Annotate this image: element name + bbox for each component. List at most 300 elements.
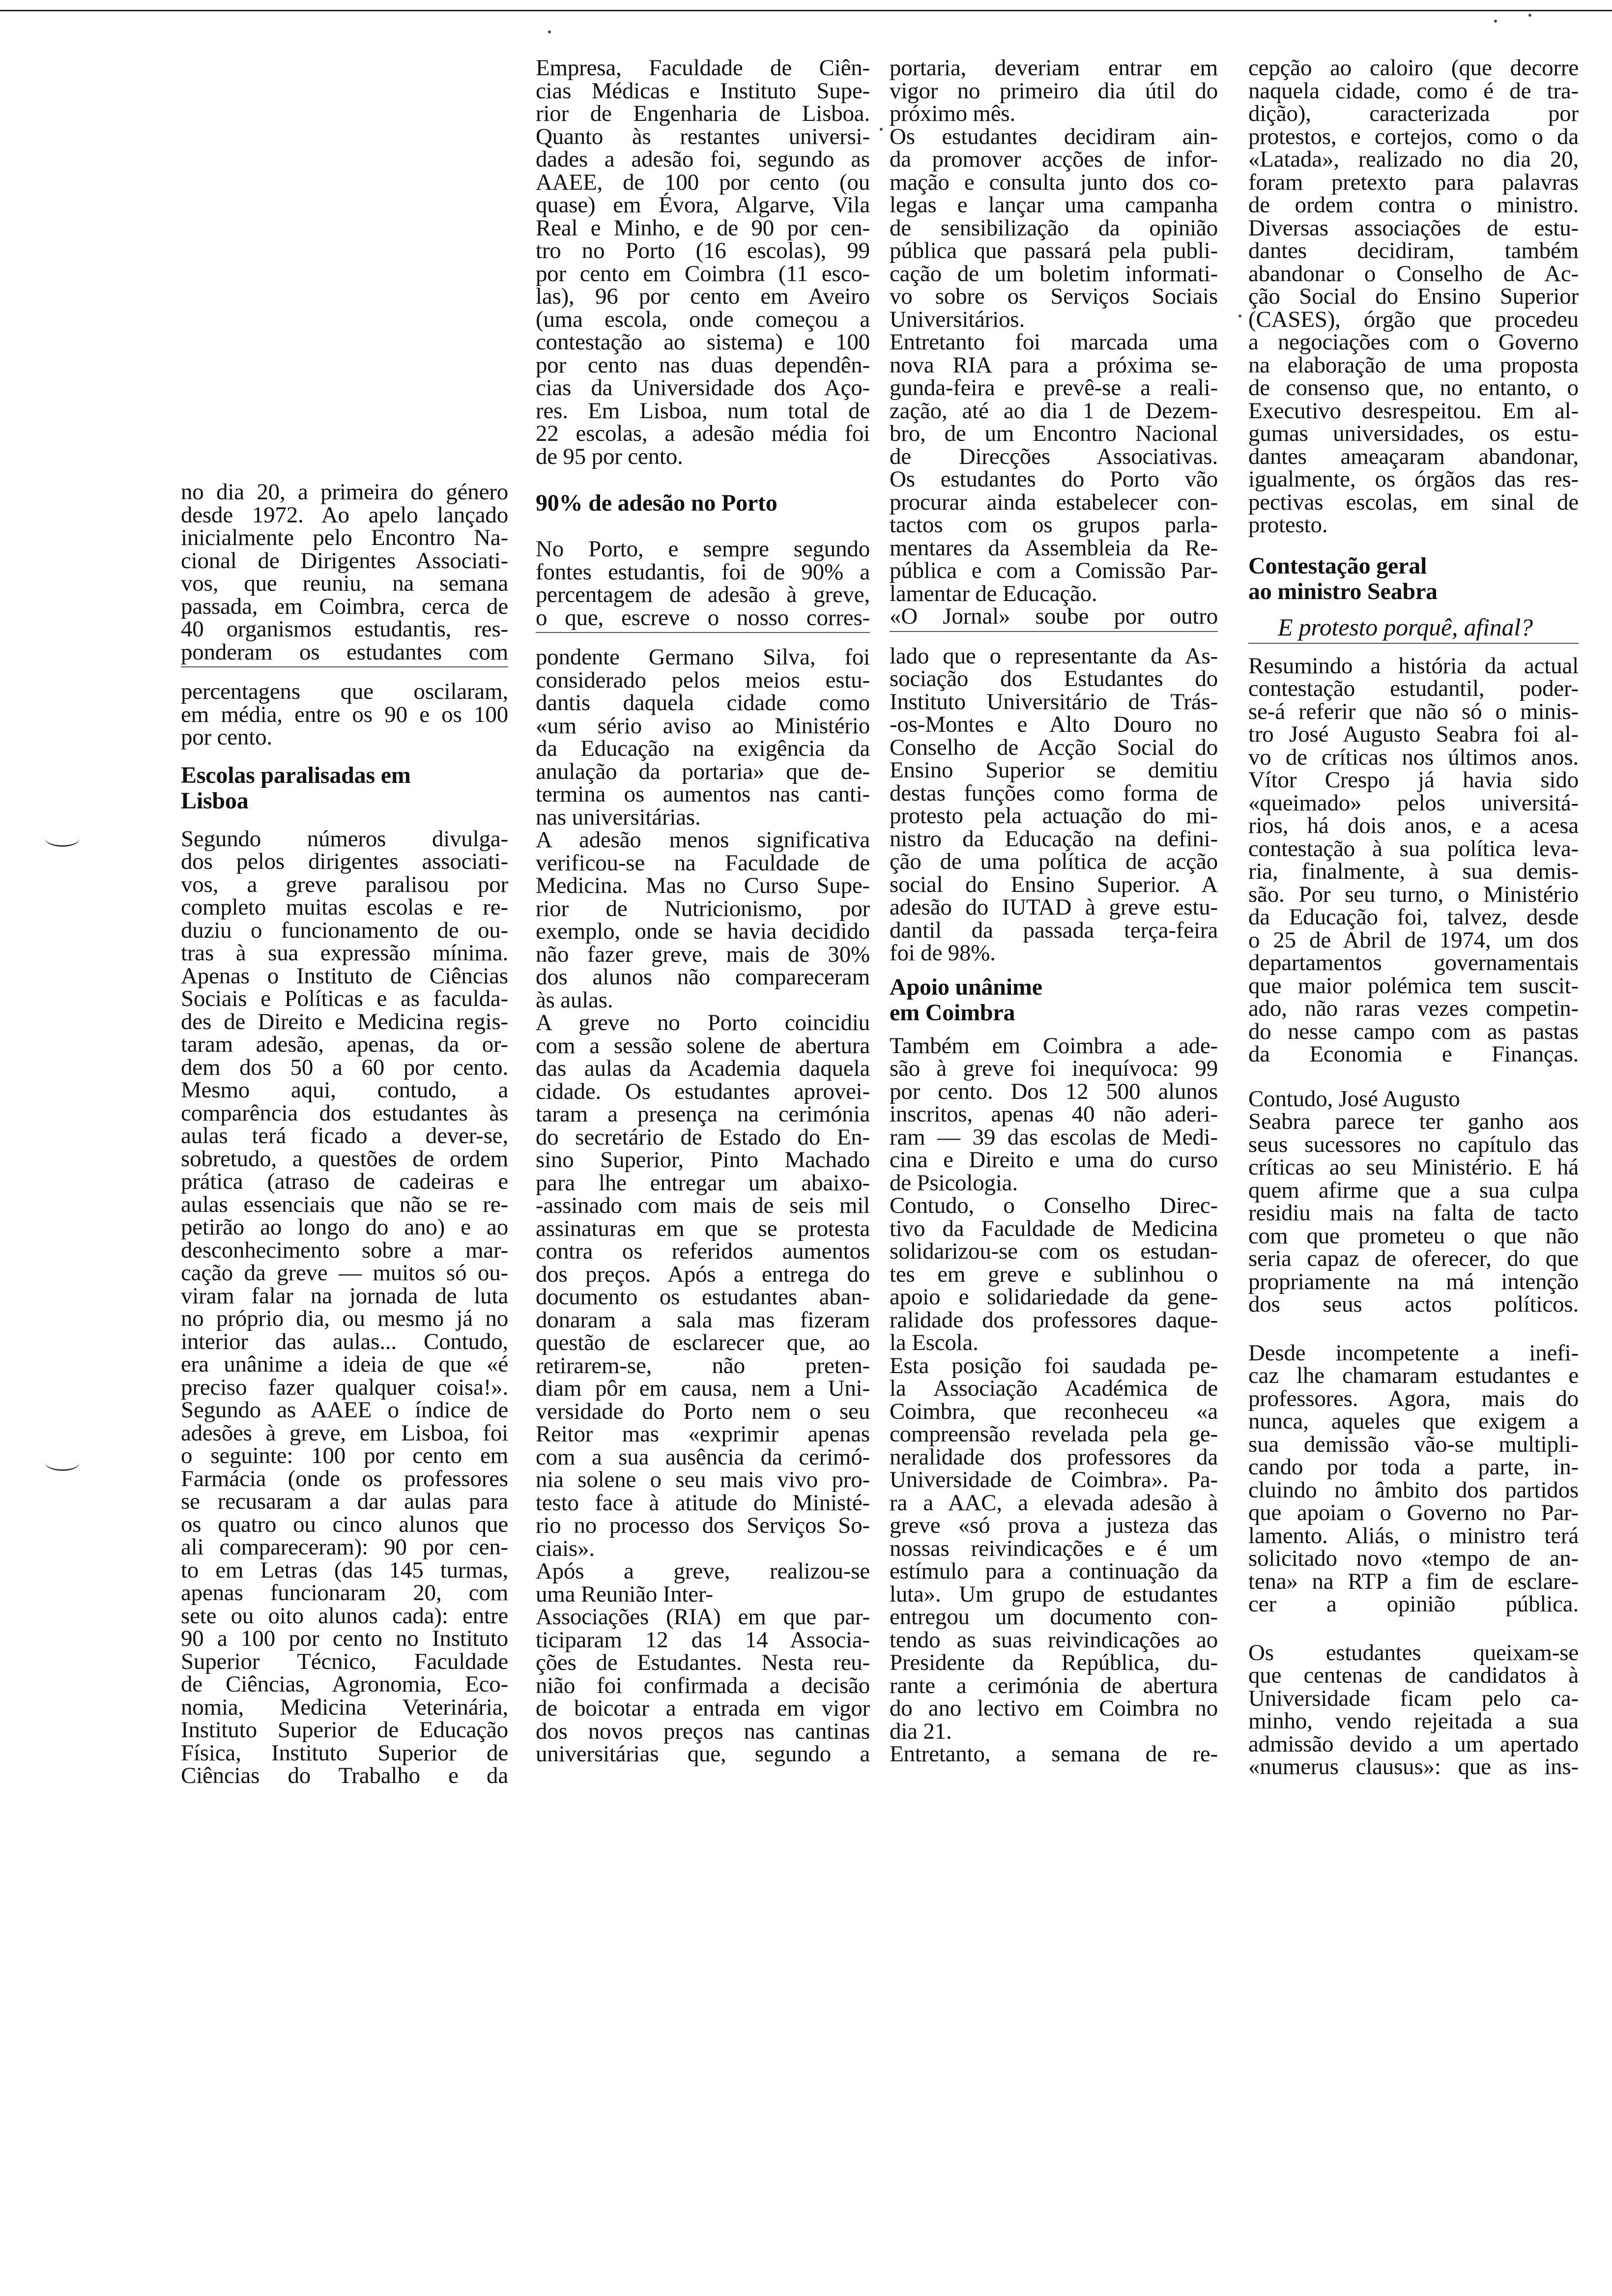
text-line: nova RIA para a próxima se- xyxy=(890,352,1218,378)
text-line: Os estudantes queixam-se xyxy=(1248,1639,1579,1665)
scan-speck xyxy=(548,30,551,33)
binding-mark-bottom xyxy=(45,1455,80,1471)
text-line: 22 escolas, a adesão média foi xyxy=(536,421,870,446)
text-line: (CASES), órgão que procedeu xyxy=(1248,306,1579,332)
text-line: ram — 39 das escolas de Medi- xyxy=(890,1124,1218,1150)
text-line: desde 1972. Ao apelo lançado xyxy=(181,502,508,528)
text-line: às aulas. xyxy=(536,987,613,1013)
text-line: críticas ao seu Ministério. E há xyxy=(1248,1154,1579,1180)
text-line: do nesse campo com as pastas xyxy=(1248,1018,1579,1044)
col4-subheading: E protesto porquê, afinal? xyxy=(1278,613,1533,641)
text-line: duziu o funcionamento de ou- xyxy=(181,917,508,943)
text-line: dos seus actos políticos. xyxy=(1248,1292,1579,1317)
text-line: percentagem de adesão à greve, xyxy=(536,582,870,607)
text-line: tactos com os grupos parla- xyxy=(890,512,1218,538)
text-line: Coimbra, que reconheceu «a xyxy=(890,1398,1218,1424)
text-line: nomia, Medicina Veterinária, xyxy=(181,1694,508,1720)
text-line: cidade. Os estudantes aprovei- xyxy=(536,1078,870,1104)
text-line: inicialmente pelo Encontro Na- xyxy=(181,525,508,550)
text-line: percentagens que oscilaram, xyxy=(181,679,508,704)
text-line: «queimado» pelos universitá- xyxy=(1248,790,1579,816)
text-line: cina e Direito e uma do curso xyxy=(890,1147,1218,1173)
col4-top xyxy=(1248,57,1579,537)
text-line: em média, entre os 90 e os 100 xyxy=(181,701,508,727)
text-line: lamentar de Educação. xyxy=(890,580,1097,606)
text-line: cluindo no âmbito dos partidos xyxy=(1248,1477,1579,1503)
text-line: greve «só prova a justeza das xyxy=(890,1513,1218,1538)
text-line: tendo as suas reivindicações ao xyxy=(890,1627,1218,1653)
scan-speck xyxy=(1528,14,1531,17)
text-line: das aulas da Academia daquela xyxy=(536,1056,870,1081)
text-line: petirão ao longo do ano) e ao xyxy=(181,1214,508,1240)
text-line: departamentos governamentais xyxy=(1248,950,1579,976)
text-line: os quatro ou cinco alunos que xyxy=(181,1511,508,1537)
text-line: ção de uma política de acção xyxy=(890,849,1218,874)
text-line: ticiparam 12 das 14 Associa- xyxy=(536,1627,870,1653)
text-line: ra a AAC, a elevada adesão à xyxy=(890,1490,1218,1516)
text-line: cional de Dirigentes Associati- xyxy=(181,547,508,574)
text-line: quase) em Évora, Algarve, Vila xyxy=(536,192,870,218)
text-line: pectivas escolas, em sinal de xyxy=(1248,489,1579,515)
text-line: de 95 por cento. xyxy=(536,443,683,469)
text-line: Ensino Superior se demitiu xyxy=(890,757,1218,783)
text-line: res. Em Lisboa, num total de xyxy=(536,398,870,424)
text-line: Também em Coimbra a ade- xyxy=(890,1033,1218,1059)
text-line: pondente Germano Silva, foi xyxy=(536,644,870,670)
text-line: que centenas de candidatos à xyxy=(1248,1663,1579,1688)
text-line: testo face à atitude do Ministé- xyxy=(536,1490,870,1516)
text-line: Universitários. xyxy=(890,306,1025,332)
text-line: ralidade dos professores daque- xyxy=(890,1307,1218,1333)
text-line: tro no Porto (16 escolas), 99 xyxy=(536,238,870,263)
col1-heading-line2: Lisboa xyxy=(181,787,249,814)
text-line: «O Jornal» soube por outro xyxy=(890,603,1218,629)
text-line: rio no processo dos Serviços So- xyxy=(536,1513,870,1538)
text-line: com a sua ausência da cerimó- xyxy=(536,1444,870,1470)
text-line: -assinado com mais de seis mil xyxy=(536,1193,870,1218)
text-line: adesão do IUTAD à greve estu- xyxy=(890,894,1218,920)
text-line: versidade do Porto nem o seu xyxy=(536,1398,870,1424)
text-line: caz lhe chamaram estudantes e xyxy=(1248,1363,1579,1388)
col3-top xyxy=(890,57,1218,628)
text-line: tena» na RTP a fim de esclare- xyxy=(1248,1568,1579,1594)
text-line: não fazer greve, mais de 30% xyxy=(536,941,870,967)
text-line: mação e consulta junto dos co- xyxy=(890,169,1218,195)
text-line: procurar ainda estabelecer con- xyxy=(890,489,1218,515)
text-line: tras à sua expressão mínima. xyxy=(181,940,508,966)
text-line: «numerus clausus»: que as ins- xyxy=(1248,1754,1579,1779)
text-line: são à greve foi inequívoca: 99 xyxy=(890,1056,1218,1081)
col1-intro xyxy=(181,481,508,663)
col3-heading-line2: em Coimbra xyxy=(890,999,1015,1026)
text-line: admissão devido a um apertado xyxy=(1248,1731,1579,1757)
text-line: Associações (RIA) em que par- xyxy=(536,1604,870,1630)
text-line: apoio e solidariedade da gene- xyxy=(890,1284,1218,1310)
text-line: taram adesão, apenas, da or- xyxy=(181,1032,508,1057)
text-line: to em Letras (das 145 turmas, xyxy=(181,1557,508,1583)
text-line: Universidade de Coimbra». Pa- xyxy=(890,1467,1218,1492)
text-line: apenas funcionaram 20, com xyxy=(181,1580,508,1606)
text-line: ali compareceram): 90 por cen- xyxy=(181,1534,508,1560)
text-line: de Ciências, Agronomia, Eco- xyxy=(181,1671,508,1697)
text-line: cer a opinião pública. xyxy=(1248,1591,1579,1617)
text-line: Medicina. Mas no Curso Supe- xyxy=(536,873,870,898)
text-line: nossas reivindicações e é um xyxy=(890,1535,1218,1561)
text-line: aulas terá ficado a dever-se, xyxy=(181,1123,508,1148)
text-line: dem dos 50 a 60 por cento. xyxy=(181,1054,508,1080)
text-line: solidarizou-se com os estudan- xyxy=(890,1238,1218,1264)
text-line: por cento. Dos 12 500 alunos xyxy=(890,1078,1218,1104)
text-line: o 25 de Abril de 1974, um dos xyxy=(1248,927,1579,953)
text-line: seus sucessores no capítulo das xyxy=(1248,1131,1579,1157)
text-line: Empresa, Faculdade de Ciên- xyxy=(536,55,870,81)
text-line: no dia 20, a primeira do género xyxy=(181,479,508,505)
text-line: nião foi confirmada a decisão xyxy=(536,1672,870,1698)
text-line: tes em greve e sublinhou o xyxy=(890,1261,1218,1287)
text-line: Os estudantes decidiram ain- xyxy=(890,123,1218,149)
text-line: por cento em Coimbra (11 esco- xyxy=(536,260,870,287)
text-line: pública e com a Comissão Par- xyxy=(890,558,1218,583)
text-line: vigor no primeiro dia útil do xyxy=(890,78,1218,104)
text-line: de boicotar a entrada em vigor xyxy=(536,1695,870,1721)
text-line: desconhecimento sobre a mar- xyxy=(181,1237,508,1263)
text-line: Segundo números divulga- xyxy=(181,826,508,852)
text-line: Esta posição foi saudada pe- xyxy=(890,1352,1218,1378)
text-line: preciso fazer qualquer coisa!». xyxy=(181,1374,508,1400)
text-line: naquela cidade, como é de tra- xyxy=(1248,78,1579,104)
text-line: la Escola. xyxy=(890,1330,979,1355)
column-divider-rule xyxy=(1248,643,1579,644)
text-line: se-á referir que não só o minis- xyxy=(1248,698,1579,724)
text-line: dos preços. Após a entrega do xyxy=(536,1261,870,1287)
text-line: (uma escola, onde começou a xyxy=(536,306,870,332)
text-line: Superior Técnico, Faculdade xyxy=(181,1648,508,1674)
text-line: -os-Montes e Alto Douro no xyxy=(890,712,1218,737)
text-line: pública que passará pela publi- xyxy=(890,238,1218,263)
column-1 xyxy=(181,481,508,1787)
text-line: neralidade dos professores da xyxy=(890,1444,1218,1470)
text-line: da Educação na exigência da xyxy=(536,736,870,761)
text-line: próximo mês. xyxy=(890,101,1016,126)
text-line: solicitado novo «tempo de an- xyxy=(1248,1546,1579,1571)
text-line: ria, finalmente, à sua demis- xyxy=(1248,859,1579,884)
text-line: sino Superior, Pinto Machado xyxy=(536,1147,870,1173)
text-line: o seguinte: 100 por cento em xyxy=(181,1443,508,1468)
column-divider-rule xyxy=(536,632,870,633)
text-line: nas universitárias. xyxy=(536,804,701,830)
text-line: Mesmo aqui, contudo, a xyxy=(181,1077,508,1103)
text-line: diam pôr em causa, nem a Uni- xyxy=(536,1376,870,1401)
text-line: do secretário de Estado do En- xyxy=(536,1124,870,1150)
text-line: Contudo, José Augusto xyxy=(1248,1086,1460,1112)
text-line: «um sério aviso ao Ministério xyxy=(536,713,870,739)
text-line: rios, há dois anos, e a acesa xyxy=(1248,813,1579,838)
text-line: dantes decidiram, também xyxy=(1248,238,1579,263)
text-line: da Economia e Finanças. xyxy=(1248,1041,1579,1067)
text-line: completo muitas escolas e re- xyxy=(181,894,508,920)
col4-body2 xyxy=(1248,1088,1579,1316)
text-line: para lhe entregar um abaixo- xyxy=(536,1170,870,1196)
text-line: Conselho de Acção Social do xyxy=(890,734,1218,760)
scan-speck xyxy=(1238,315,1241,317)
text-line: Resumindo a história da actual xyxy=(1248,653,1579,679)
text-line: quem afirme que a sua culpa xyxy=(1248,1177,1579,1203)
text-line: protestos, e cortejos, como o da xyxy=(1248,123,1579,149)
col4-heading-line1: Contestação geral xyxy=(1248,552,1427,579)
text-line: documento os estudantes aban- xyxy=(536,1284,870,1310)
text-line: rior de Nutricionismo, por xyxy=(536,895,870,921)
text-line: zação, até ao dia 1 de Dezem- xyxy=(890,398,1218,424)
text-line: dades a adesão foi, segundo as xyxy=(536,146,870,172)
text-line: viram falar na jornada de luta xyxy=(181,1283,508,1309)
text-line: inscritos, apenas 40 não aderi- xyxy=(890,1101,1218,1127)
text-line: Quanto às restantes universi- xyxy=(536,123,870,149)
text-line: vos, a greve paralisou por xyxy=(181,871,508,897)
column-divider-rule xyxy=(181,666,508,667)
text-line: cação da greve — muitos só ou- xyxy=(181,1260,508,1286)
scan-speck xyxy=(1494,20,1497,23)
text-line: dantis daquela cidade como xyxy=(536,690,870,716)
text-line: no próprio dia, ou mesmo já no xyxy=(181,1306,508,1331)
text-line: de Psicologia. xyxy=(890,1170,1018,1196)
text-line: Contudo, o Conselho Direc- xyxy=(890,1193,1218,1218)
text-line: Entretanto foi marcada uma xyxy=(890,329,1218,355)
text-line: nia solene o seu mais vivo pro- xyxy=(536,1467,870,1492)
text-line: a negociações com o Governo xyxy=(1248,329,1579,355)
col4-body4 xyxy=(1248,1641,1579,1779)
text-line: fontes estudantis, foi de 90% a xyxy=(536,559,870,585)
column-4 xyxy=(1248,57,1579,1779)
text-line: lado que o representante da As- xyxy=(890,643,1218,669)
text-line: legas e lançar uma campanha xyxy=(890,192,1218,218)
text-line: social do Ensino Superior. A xyxy=(890,871,1218,897)
col4-heading-line2: ao ministro Seabra xyxy=(1248,578,1438,604)
text-line: aulas essenciais que não se re- xyxy=(181,1191,508,1217)
text-line: gumas universidades, os estu- xyxy=(1248,421,1579,446)
col3-heading-line1: Apoio unânime xyxy=(890,974,1042,1000)
text-line: contra os referidos aumentos xyxy=(536,1238,870,1264)
text-line: uma Reunião Inter- xyxy=(536,1581,713,1607)
text-line: vos, que reuniu, na semana xyxy=(181,571,508,596)
binding-mark-top xyxy=(45,831,80,847)
text-line: 40 organismos estudantis, res- xyxy=(181,616,508,642)
text-line: questão de esclarecer que, ao xyxy=(536,1330,870,1355)
text-line: «Latada», realizado no dia 20, xyxy=(1248,146,1579,172)
text-line: rior de Engenharia de Lisboa. xyxy=(536,101,870,126)
text-line: vo sobre os Serviços Sociais xyxy=(890,284,1218,309)
text-line: bro, de um Encontro Nacional xyxy=(890,421,1218,446)
text-line: tro José Augusto Seabra foi al- xyxy=(1248,721,1579,747)
text-line: comparência dos estudantes às xyxy=(181,1100,508,1126)
text-line: de consenso que, no entanto, o xyxy=(1248,375,1579,401)
text-line: dia 21. xyxy=(890,1718,952,1744)
text-line: ções de Estudantes. Nesta reu- xyxy=(536,1650,870,1675)
text-line: anulação da portaria» que de- xyxy=(536,758,870,784)
scan-speck xyxy=(880,128,883,131)
text-line: A greve no Porto coincidiu xyxy=(536,1010,870,1035)
text-line: cepção ao caloiro (que decorre xyxy=(1248,55,1579,81)
text-line: foram pretexto para palavras xyxy=(1248,169,1579,195)
text-line: com a sessão solene de abertura xyxy=(536,1033,870,1059)
text-line: nistro da Educação na defini- xyxy=(890,826,1218,852)
text-line: adesões à greve, em Lisboa, foi xyxy=(181,1420,508,1446)
text-line: cação de um boletim informati- xyxy=(890,260,1218,287)
col2-heading: 90% de adesão no Porto xyxy=(536,490,777,516)
text-line: Segundo as AAEE o índice de xyxy=(181,1397,508,1423)
text-line: Diversas associações de estu- xyxy=(1248,215,1579,241)
text-line: seria capaz de oferecer, do que xyxy=(1248,1246,1579,1271)
column-divider-rule xyxy=(890,631,1218,632)
text-line: abandonar o Conselho de Ac- xyxy=(1248,260,1579,287)
text-line: nunca, aqueles que exigem a xyxy=(1248,1408,1579,1434)
text-line: Instituto Superior de Educação xyxy=(181,1717,508,1743)
text-line: las), 96 por cento em Aveiro xyxy=(536,284,870,309)
text-line: Presidente da República, du- xyxy=(890,1650,1218,1675)
text-line: AAEE, de 100 por cento (ou xyxy=(536,169,870,195)
text-line: passada, em Coimbra, cerca de xyxy=(181,593,508,619)
text-line: de ordem contra o ministro. xyxy=(1248,192,1579,218)
text-line: luta». Um grupo de estudantes xyxy=(890,1581,1218,1607)
text-line: Física, Instituto Superior de xyxy=(181,1740,508,1766)
text-line: rante a cerimónia de abertura xyxy=(890,1672,1218,1698)
text-line: na elaboração de uma proposta xyxy=(1248,352,1579,378)
text-line: residiu mais na falta de tacto xyxy=(1248,1200,1579,1226)
text-line: foi de 98%. xyxy=(890,940,996,966)
text-line: protesto pela actuação do mi- xyxy=(890,803,1218,829)
text-line: Desde incompetente a inefi- xyxy=(1248,1340,1579,1366)
text-line: ponderam os estudantes com xyxy=(181,639,508,665)
text-line: propriamente na má intenção xyxy=(1248,1268,1579,1294)
text-line: retirarem-se, não preten- xyxy=(536,1352,870,1378)
text-line: estímulo para a continuação da xyxy=(890,1558,1218,1584)
text-line: que maior polémica tem suscit- xyxy=(1248,973,1579,999)
text-line: professores. Agora, mais do xyxy=(1248,1385,1579,1411)
text-line: se recusaram a dar aulas para xyxy=(181,1489,508,1514)
text-line: contestação ao sistema) e 100 xyxy=(536,329,870,355)
text-line: com que prometeu o que não xyxy=(1248,1223,1579,1249)
col1-body xyxy=(181,828,508,1787)
text-line: Seabra parece ter ganho aos xyxy=(1248,1109,1579,1134)
text-line: ciais». xyxy=(536,1535,595,1561)
text-line: exemplo, onde se havia decidido xyxy=(536,918,870,944)
text-line: Entretanto, a semana de re- xyxy=(890,1741,1218,1767)
text-line: Vítor Crespo já havia sido xyxy=(1248,767,1579,793)
text-line: verificou-se na Faculdade de xyxy=(536,850,870,876)
text-line: igualmente, os órgãos das res- xyxy=(1248,466,1579,492)
text-line: contestação estudantil, poder- xyxy=(1248,676,1579,701)
text-line: Real e Minho, e de 90 por cen- xyxy=(536,215,870,241)
text-line: dição), caracterizada por xyxy=(1248,101,1579,126)
text-line: minho, vendo rejeitada a sua xyxy=(1248,1708,1579,1734)
text-line: ção Social do Ensino Superior xyxy=(1248,284,1579,309)
text-line: Universidade ficam pelo ca- xyxy=(1248,1685,1579,1711)
text-line: 90 a 100 por cento no Instituto xyxy=(181,1626,508,1651)
text-line: da promover acções de infor- xyxy=(890,146,1218,172)
text-line: tivo da Faculdade de Medicina xyxy=(890,1215,1218,1241)
text-line: sobretudo, a questões de ordem xyxy=(181,1146,508,1172)
page-top-rule xyxy=(0,10,1612,11)
text-line: são. Por seu turno, o Ministério xyxy=(1248,881,1579,907)
text-line: Os estudantes do Porto vão xyxy=(890,466,1218,492)
text-line: taram a presença na cerimónia xyxy=(536,1101,870,1127)
text-line: o que, escreve o nosso corres- xyxy=(536,604,870,631)
col3-coimbra xyxy=(890,1034,1218,1766)
text-line: sete ou oito alunos cada): entre xyxy=(181,1603,508,1629)
text-line: dos pelos dirigentes associati- xyxy=(181,849,508,874)
text-line: por cento. xyxy=(181,724,272,750)
col3-body xyxy=(890,645,1218,965)
text-line: cias da Universidade dos Aço- xyxy=(536,375,870,401)
text-line: dos novos preços nas cantinas xyxy=(536,1718,870,1744)
text-line: da Educação foi, talvez, desde xyxy=(1248,904,1579,930)
text-line: donaram a sala mas fizeram xyxy=(536,1307,870,1333)
text-line: la Associação Académica de xyxy=(890,1376,1218,1401)
col4-body1 xyxy=(1248,655,1579,1066)
text-line: considerado pelos meios estu- xyxy=(536,667,870,693)
text-line: dos alunos não compareceram xyxy=(536,964,870,990)
text-line: termina os aumentos nas canti- xyxy=(536,781,870,807)
text-line: destas funções como forma de xyxy=(890,780,1218,806)
text-line: des de Direito e Medicina regis- xyxy=(181,1008,508,1034)
text-line: entregou um documento con- xyxy=(890,1604,1218,1630)
text-line: por cento nas duas dependên- xyxy=(536,352,870,378)
col4-body3 xyxy=(1248,1342,1579,1616)
text-line: contestação à sua política leva- xyxy=(1248,835,1579,861)
text-line: vo de críticas nos últimos anos. xyxy=(1248,744,1579,770)
text-line: do ano lectivo em Coimbra no xyxy=(890,1695,1218,1721)
text-line: Farmácia (onde os professores xyxy=(181,1465,508,1492)
text-line: Sociais e Políticas e as faculda- xyxy=(181,986,508,1011)
text-line: dantes ameaçaram abandonar, xyxy=(1248,443,1579,469)
text-line: Instituto Universitário de Trás- xyxy=(890,689,1218,715)
text-line: de sensibilização da opinião xyxy=(890,215,1218,241)
text-line: de Direcções Associativas. xyxy=(890,443,1218,469)
text-line: protesto. xyxy=(1248,512,1328,538)
text-line: universitárias que, segundo a xyxy=(536,1741,870,1767)
text-line: compreensão revelada pela ge- xyxy=(890,1421,1218,1447)
text-line: cias Médicas e Instituto Supe- xyxy=(536,78,870,104)
text-line: portaria, deveriam entrar em xyxy=(890,55,1218,81)
text-line: Reitor mas «exprimir apenas xyxy=(536,1421,870,1447)
text-line: gunda-feira e prevê-se a reali- xyxy=(890,375,1218,401)
text-line: sociação dos Estudantes do xyxy=(890,666,1218,691)
text-line: A adesão menos significativa xyxy=(536,827,870,853)
text-line: Executivo desrespeitou. Em al- xyxy=(1248,398,1579,424)
text-line: que apoiam o Governo no Par- xyxy=(1248,1500,1579,1525)
text-line: prática (atraso de cadeiras e xyxy=(181,1169,508,1194)
text-line: lamento. Aliás, o ministro terá xyxy=(1248,1522,1579,1549)
text-line: dantil da passada terça-feira xyxy=(890,917,1218,943)
col2-top xyxy=(536,57,870,468)
text-line: Ciências do Trabalho e da xyxy=(181,1763,508,1788)
text-line: era unânime a ideia de que «é xyxy=(181,1351,508,1377)
text-line: cando por toda a parte, in- xyxy=(1248,1454,1579,1480)
column-3 xyxy=(890,57,1218,1766)
text-line: mentares da Assembleia da Re- xyxy=(890,535,1218,561)
col1-continuation xyxy=(181,680,508,749)
col1-heading-line1: Escolas paralisadas em xyxy=(181,762,411,788)
text-line: No Porto, e sempre segundo xyxy=(536,536,870,562)
text-line: Após a greve, realizou-se xyxy=(536,1558,870,1584)
text-line: sua demissão vão-se multipli- xyxy=(1248,1431,1579,1457)
text-line: interior das aulas... Contudo, xyxy=(181,1328,508,1354)
col2-porto xyxy=(536,538,870,629)
text-line: assinaturas em que se protesta xyxy=(536,1215,870,1241)
text-line: Apenas o Instituto de Ciências xyxy=(181,963,508,989)
column-2 xyxy=(536,57,870,1766)
text-line: ado, não raras vezes competin- xyxy=(1248,996,1579,1021)
col2-body xyxy=(536,646,870,1766)
